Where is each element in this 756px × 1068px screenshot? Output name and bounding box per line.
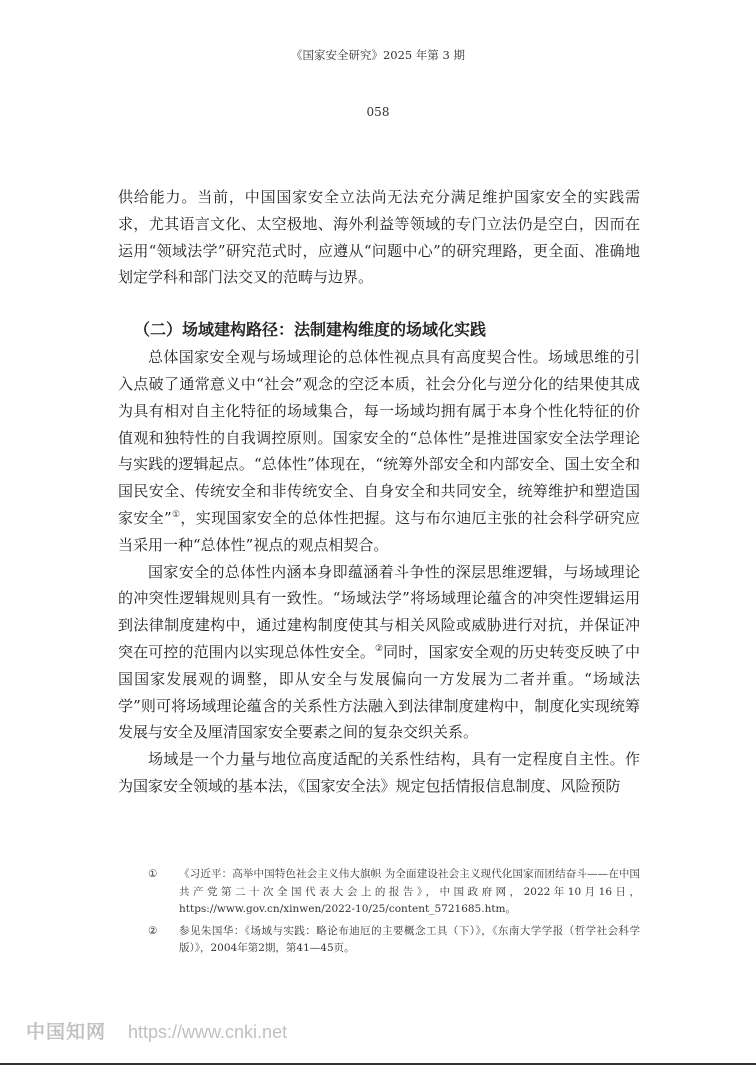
footnote-marker: ② bbox=[148, 924, 158, 937]
paragraph bbox=[118, 344, 640, 558]
footnote bbox=[118, 923, 640, 958]
paragraph-text: 同时，国家安全观的历史转变反映了中国国家发展观的调整，即从安全与发展偏向一方发展为二者并重。“场域法学”则可将场域理论蕴含的关系性方法融入到法律制度建构中，制度化实现统筹发展与安全及厘清国家安全要素之间的复杂交织关系。 bbox=[118, 642, 640, 742]
watermark-logo: 中国知网 bbox=[26, 1021, 107, 1043]
cnki-watermark bbox=[26, 1017, 287, 1044]
footnote-ref[interactable]: ② bbox=[374, 643, 384, 654]
section-heading: （二）场域建构路径：法制建构维度的场域化实践 bbox=[134, 320, 487, 340]
footnote-text: 参见朱国华：《场域与实践：略论布迪厄的主要概念工具（下）》，《东南大学学报（哲学社会科学版）》，2004年第2期，第41—45页。 bbox=[179, 924, 640, 954]
paragraph: 场域是一个力量与地位高度适配的关系性结构，具有一定程度自主性。作为国家安全领域的基本法，《国家安全法》规定包括情报信息制度、风险预防 bbox=[118, 750, 640, 795]
paragraph-text: 国家安全的总体性内涵本身即蕴涵着斗争性的深层思维逻辑，与场域理论的冲突性逻辑规则具有一致性。“场域法学”将场域理论蕴含的冲突性逻辑运用到法律制度建构中，通过建构制度使其与相关风险或威胁进行对抗，并保证冲突在可控的范围内以实现总体性安全。 bbox=[118, 562, 640, 661]
footnotes bbox=[118, 866, 640, 962]
paragraph-text: 总体国家安全观与场域理论的总体性视点具有高度契合性。场域思维的引入点破了通常意义中“社会”观念的空泛本质，社会分化与逆分化的结果使其成为具有相对自主化特征的场域集合，每一场域均拥有属于本身个性化特征的价值观和独特性的自我调控原则。国家安全的“总体性”是推进国家安全法学理论与实践的逻辑起点。“总体性”体现在，“统筹外部安全和内部安全、国土安全和国民安全、传统安全和非传统安全、自身安全和共同安全，统筹维护和塑造国家安全” bbox=[118, 348, 640, 527]
footnote-text: 《习近平：高举中国特色社会主义伟大旗帜 为全面建设社会主义现代化国家而团结奋斗——在中国共产党第二十次全国代表大会上的报告》，中国政府网，2022年10月16日，https://www.gov.cn/xinwen/2022-10/25/content_5721685.htm。 bbox=[179, 868, 640, 915]
paragraph: 供给能力。当前，中国国家安全立法尚无法充分满足维护国家安全的实践需求，尤其语言文化、太空极地、海外利益等领域的专门立法仍是空白，因而在运用“领域法学”研究范式时，应遵从“问题中心”的研究理路，更全面、准确地划定学科和部门法交叉的范畴与边界。 bbox=[118, 188, 640, 287]
footnote-ref[interactable]: ① bbox=[171, 509, 181, 520]
page-bottom-rule bbox=[0, 1063, 756, 1065]
watermark-url[interactable]: https://www.cnki.net bbox=[128, 1022, 288, 1042]
footnote bbox=[118, 866, 640, 919]
article-body bbox=[118, 184, 640, 800]
running-header: 《国家安全研究》2025 年第 3 期 bbox=[290, 48, 466, 62]
page-number: 058 bbox=[366, 105, 390, 119]
paragraph bbox=[118, 559, 640, 747]
footnote-marker: ① bbox=[148, 868, 158, 880]
paragraph-text: ，实现国家安全的总体性把握。这与布尔迪厄主张的社会科学研究应当采用一种“总体性”视点的观点相契合。 bbox=[118, 508, 640, 554]
